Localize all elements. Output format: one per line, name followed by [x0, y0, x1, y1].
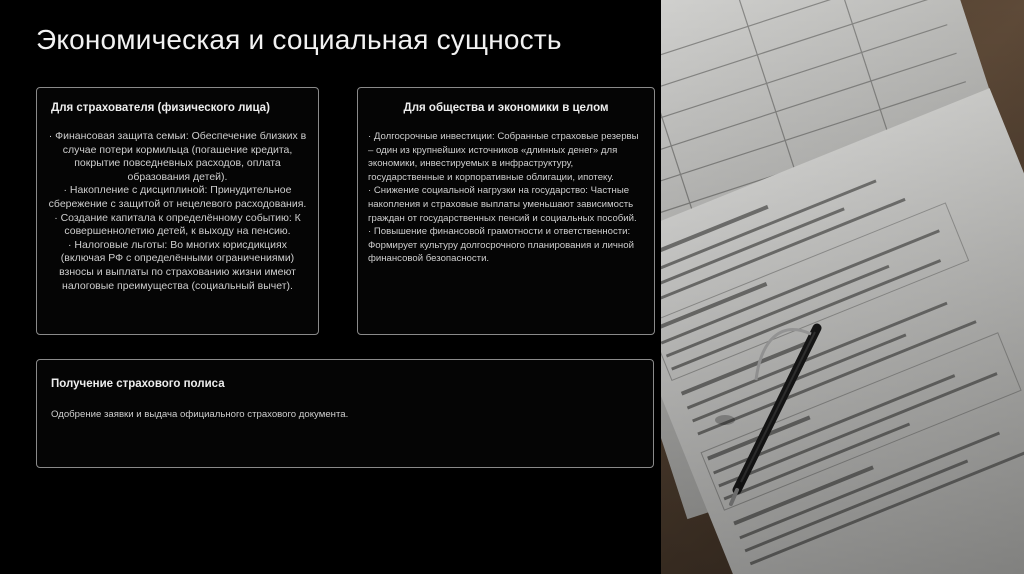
- card-policyholder-paragraph: · Накопление с дисциплиной: Принудительное сбережение с защитой от нецелевого расходования.: [48, 184, 307, 210]
- card-society-title: Для общества и экономики в целом: [403, 102, 609, 114]
- card-society-paragraph: · Повышение финансовой грамотности и ответственности: Формирует культуру долгосрочного планирования и личной финансовой безопасности.: [368, 226, 634, 265]
- card-policyholder-title: Для страхователя (физического лица): [51, 102, 270, 114]
- card-policy-issue: [36, 359, 654, 468]
- card-policy-issue-title: Получение страхового полиса: [51, 378, 225, 390]
- insurance-documents-photo: [661, 0, 1024, 574]
- insurance-documents-illustration: [661, 0, 1024, 574]
- card-policyholder-body: [45, 130, 310, 293]
- card-society-body: [368, 130, 646, 266]
- card-policyholder: [36, 87, 319, 335]
- slide-title: Экономическая и социальная сущность: [36, 24, 562, 55]
- card-policyholder-paragraph: · Финансовая защита семьи: Обеспечение близких в случае потери кормильца (погашение кредита, покрытие повседневных расходов, оплата образования детей).: [48, 130, 307, 183]
- card-policy-issue-text: Одобрение заявки и выдача официального страхового документа.: [51, 409, 349, 420]
- card-society-paragraph: · Снижение социальной нагрузки на государство: Частные накопления и страховые выплаты уменьшают зависимость граждан от государственных пенсий и социальных пособий.: [368, 185, 637, 224]
- card-society: [357, 87, 655, 335]
- card-society-paragraph: · Долгосрочные инвестиции: Собранные страховые резервы – один из крупнейших источников «длинных денег» для экономики, инвестируемых в инфраструктуру, государственные и корпоративные облигации, ипотеку.: [368, 131, 639, 183]
- card-policyholder-paragraph: · Создание капитала к определённому событию: К совершеннолетию детей, к выходу на пенсию.: [54, 211, 301, 238]
- card-policyholder-paragraph: · Налоговые льготы: Во многих юрисдикциях (включая РФ с определёнными ограничениями) взносы и выплаты по страхованию жизни имеют налоговые преимущества (социальный вычет).: [59, 238, 296, 292]
